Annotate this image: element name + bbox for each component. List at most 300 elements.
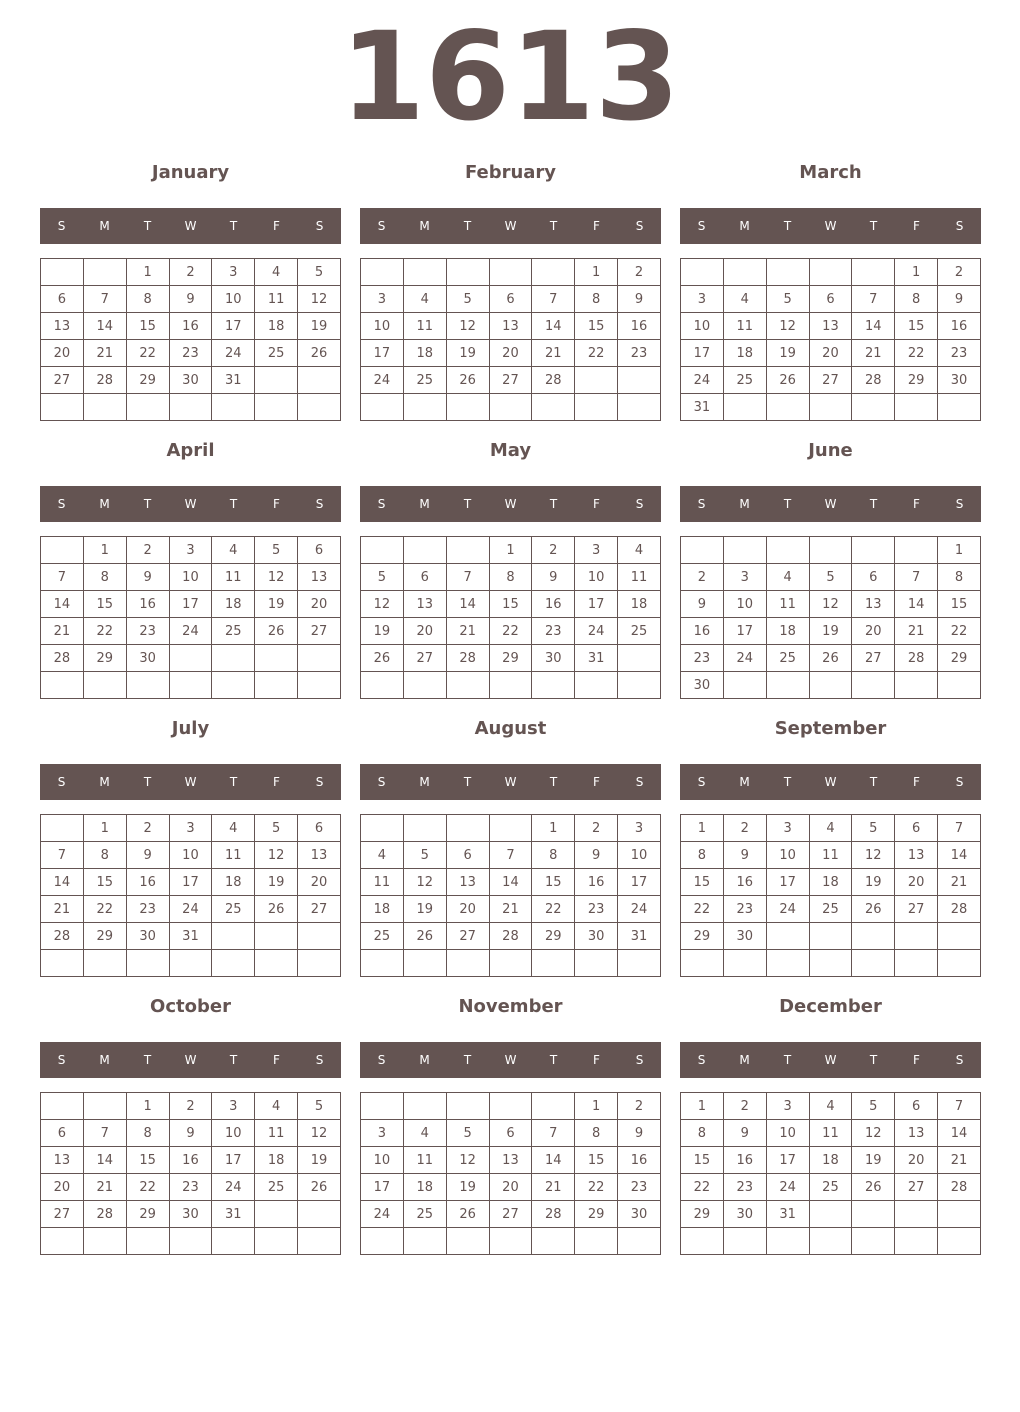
day-cell: 25 bbox=[403, 1201, 446, 1228]
day-cell: 14 bbox=[83, 1147, 126, 1174]
day-cell: 22 bbox=[126, 1174, 169, 1201]
day-cell bbox=[83, 1228, 126, 1255]
week-row bbox=[41, 537, 341, 564]
day-cell: 13 bbox=[852, 591, 895, 618]
day-cell bbox=[403, 672, 446, 699]
day-cell bbox=[255, 672, 298, 699]
day-cell: 24 bbox=[361, 1201, 404, 1228]
days-grid bbox=[40, 536, 341, 699]
day-cell: 17 bbox=[212, 313, 255, 340]
day-cell bbox=[83, 672, 126, 699]
day-cell: 21 bbox=[938, 869, 981, 896]
day-cell: 4 bbox=[255, 1093, 298, 1120]
day-cell: 3 bbox=[618, 815, 661, 842]
day-cell bbox=[403, 815, 446, 842]
day-cell: 11 bbox=[255, 286, 298, 313]
day-cell: 7 bbox=[852, 286, 895, 313]
day-cell: 29 bbox=[126, 1201, 169, 1228]
weekday-header bbox=[360, 1042, 661, 1078]
day-cell: 29 bbox=[895, 367, 938, 394]
weekday-label: S bbox=[377, 497, 386, 511]
day-cell: 23 bbox=[169, 1174, 212, 1201]
day-cell bbox=[532, 259, 575, 286]
day-cell: 3 bbox=[169, 815, 212, 842]
month-title: August bbox=[474, 718, 547, 739]
day-cell: 5 bbox=[852, 815, 895, 842]
weekday-label: S bbox=[697, 497, 706, 511]
week-row bbox=[41, 923, 341, 950]
day-cell: 2 bbox=[723, 1093, 766, 1120]
day-cell: 6 bbox=[41, 286, 84, 313]
day-cell: 10 bbox=[212, 1120, 255, 1147]
day-cell bbox=[126, 1228, 169, 1255]
day-cell: 22 bbox=[938, 618, 981, 645]
day-cell bbox=[575, 672, 618, 699]
weekday-label: T bbox=[229, 497, 238, 511]
day-cell: 14 bbox=[446, 591, 489, 618]
week-row bbox=[361, 1228, 661, 1255]
week-row bbox=[681, 564, 981, 591]
weekday-label: T bbox=[229, 1053, 238, 1067]
day-cell: 21 bbox=[83, 1174, 126, 1201]
day-cell: 9 bbox=[126, 842, 169, 869]
week-row bbox=[41, 896, 341, 923]
day-cell bbox=[212, 394, 255, 421]
weekday-label: W bbox=[504, 1053, 517, 1067]
day-cell bbox=[446, 537, 489, 564]
day-cell: 15 bbox=[895, 313, 938, 340]
week-row bbox=[681, 815, 981, 842]
day-cell: 12 bbox=[298, 286, 341, 313]
day-cell: 24 bbox=[681, 367, 724, 394]
day-cell: 4 bbox=[361, 842, 404, 869]
day-cell: 13 bbox=[298, 564, 341, 591]
day-cell: 16 bbox=[532, 591, 575, 618]
day-cell: 6 bbox=[895, 1093, 938, 1120]
day-cell: 27 bbox=[895, 1174, 938, 1201]
day-cell: 14 bbox=[41, 869, 84, 896]
day-cell: 16 bbox=[169, 1147, 212, 1174]
day-cell: 23 bbox=[126, 896, 169, 923]
day-cell: 4 bbox=[403, 286, 446, 313]
day-cell bbox=[361, 537, 404, 564]
week-row bbox=[41, 618, 341, 645]
weekday-label: W bbox=[184, 219, 197, 233]
day-cell: 19 bbox=[852, 1147, 895, 1174]
day-cell: 30 bbox=[169, 1201, 212, 1228]
days-grid bbox=[360, 536, 661, 699]
week-row bbox=[41, 1174, 341, 1201]
weekday-header bbox=[360, 486, 661, 522]
day-cell: 19 bbox=[255, 869, 298, 896]
weekday-label: T bbox=[463, 219, 472, 233]
day-cell: 9 bbox=[169, 1120, 212, 1147]
day-cell: 18 bbox=[255, 313, 298, 340]
day-cell: 11 bbox=[212, 564, 255, 591]
weekday-label: T bbox=[783, 497, 792, 511]
week-row bbox=[681, 672, 981, 699]
day-cell: 8 bbox=[575, 1120, 618, 1147]
day-cell bbox=[41, 1228, 84, 1255]
day-cell bbox=[938, 1228, 981, 1255]
day-cell: 8 bbox=[83, 842, 126, 869]
day-cell: 9 bbox=[938, 286, 981, 313]
day-cell: 1 bbox=[126, 1093, 169, 1120]
day-cell: 3 bbox=[169, 537, 212, 564]
weekday-label: T bbox=[869, 219, 878, 233]
day-cell: 25 bbox=[723, 367, 766, 394]
day-cell: 3 bbox=[361, 286, 404, 313]
weekday-label: S bbox=[955, 497, 964, 511]
day-cell: 10 bbox=[169, 564, 212, 591]
day-cell: 10 bbox=[681, 313, 724, 340]
week-row bbox=[41, 672, 341, 699]
day-cell: 25 bbox=[212, 618, 255, 645]
day-cell bbox=[169, 1228, 212, 1255]
day-cell bbox=[852, 1201, 895, 1228]
day-cell: 20 bbox=[852, 618, 895, 645]
day-cell bbox=[766, 537, 809, 564]
day-cell bbox=[41, 672, 84, 699]
week-row bbox=[361, 842, 661, 869]
day-cell: 26 bbox=[809, 645, 852, 672]
day-cell: 21 bbox=[532, 1174, 575, 1201]
weekday-label: S bbox=[57, 775, 66, 789]
day-cell: 12 bbox=[766, 313, 809, 340]
day-cell: 25 bbox=[361, 923, 404, 950]
day-cell: 9 bbox=[618, 1120, 661, 1147]
day-cell: 7 bbox=[938, 815, 981, 842]
day-cell: 7 bbox=[532, 1120, 575, 1147]
weekday-header bbox=[40, 764, 341, 800]
day-cell: 6 bbox=[298, 537, 341, 564]
day-cell: 24 bbox=[766, 896, 809, 923]
day-cell: 6 bbox=[298, 815, 341, 842]
week-row bbox=[681, 259, 981, 286]
day-cell: 12 bbox=[852, 842, 895, 869]
day-cell bbox=[618, 672, 661, 699]
day-cell: 20 bbox=[298, 591, 341, 618]
day-cell: 17 bbox=[681, 340, 724, 367]
day-cell: 25 bbox=[255, 1174, 298, 1201]
weekday-label: S bbox=[57, 497, 66, 511]
day-cell bbox=[126, 394, 169, 421]
weekday-label: M bbox=[739, 775, 750, 789]
week-row bbox=[361, 591, 661, 618]
weekday-label: S bbox=[377, 775, 386, 789]
day-cell: 25 bbox=[618, 618, 661, 645]
day-cell: 31 bbox=[169, 923, 212, 950]
day-cell: 21 bbox=[489, 896, 532, 923]
weekday-label: W bbox=[824, 1053, 837, 1067]
month-title: March bbox=[799, 162, 862, 183]
day-cell: 7 bbox=[895, 564, 938, 591]
week-row bbox=[361, 1120, 661, 1147]
month-title: April bbox=[166, 440, 215, 461]
day-cell bbox=[938, 923, 981, 950]
day-cell: 15 bbox=[681, 1147, 724, 1174]
day-cell: 1 bbox=[83, 815, 126, 842]
week-row bbox=[41, 313, 341, 340]
month-title: January bbox=[151, 162, 230, 183]
day-cell bbox=[41, 1093, 84, 1120]
day-cell bbox=[169, 672, 212, 699]
weekday-label: W bbox=[824, 219, 837, 233]
week-row bbox=[41, 591, 341, 618]
weekday-header bbox=[680, 764, 981, 800]
week-row bbox=[681, 1174, 981, 1201]
weekday-label: F bbox=[273, 775, 280, 789]
day-cell bbox=[403, 259, 446, 286]
day-cell: 14 bbox=[489, 869, 532, 896]
day-cell: 21 bbox=[532, 340, 575, 367]
day-cell: 7 bbox=[41, 842, 84, 869]
day-cell: 4 bbox=[618, 537, 661, 564]
day-cell: 11 bbox=[618, 564, 661, 591]
day-cell: 16 bbox=[575, 869, 618, 896]
month-title: November bbox=[458, 996, 563, 1017]
day-cell: 16 bbox=[618, 1147, 661, 1174]
day-cell bbox=[618, 367, 661, 394]
day-cell bbox=[255, 1228, 298, 1255]
day-cell bbox=[852, 950, 895, 977]
day-cell: 16 bbox=[618, 313, 661, 340]
day-cell: 18 bbox=[618, 591, 661, 618]
weekday-label: M bbox=[419, 219, 430, 233]
week-row bbox=[681, 1228, 981, 1255]
day-cell: 4 bbox=[809, 815, 852, 842]
day-cell bbox=[403, 1093, 446, 1120]
weekday-label: F bbox=[273, 1053, 280, 1067]
weekday-label: W bbox=[824, 775, 837, 789]
weekday-label: S bbox=[377, 219, 386, 233]
week-row bbox=[41, 394, 341, 421]
day-cell: 4 bbox=[212, 537, 255, 564]
day-cell bbox=[169, 394, 212, 421]
day-cell bbox=[575, 367, 618, 394]
day-cell: 2 bbox=[938, 259, 981, 286]
weekday-label: S bbox=[377, 1053, 386, 1067]
day-cell: 8 bbox=[532, 842, 575, 869]
weekday-label: F bbox=[273, 219, 280, 233]
week-row bbox=[681, 394, 981, 421]
weekday-label: W bbox=[504, 219, 517, 233]
day-cell: 6 bbox=[489, 1120, 532, 1147]
day-cell: 27 bbox=[852, 645, 895, 672]
week-row bbox=[361, 815, 661, 842]
day-cell bbox=[489, 1228, 532, 1255]
weekday-label: S bbox=[955, 775, 964, 789]
day-cell: 1 bbox=[126, 259, 169, 286]
day-cell bbox=[446, 1228, 489, 1255]
day-cell: 2 bbox=[126, 537, 169, 564]
day-cell bbox=[361, 950, 404, 977]
day-cell: 1 bbox=[575, 259, 618, 286]
day-cell: 6 bbox=[809, 286, 852, 313]
weekday-label: S bbox=[635, 219, 644, 233]
day-cell bbox=[852, 1228, 895, 1255]
day-cell: 8 bbox=[681, 842, 724, 869]
day-cell: 18 bbox=[212, 591, 255, 618]
day-cell: 11 bbox=[403, 313, 446, 340]
day-cell: 11 bbox=[766, 591, 809, 618]
day-cell: 8 bbox=[126, 286, 169, 313]
day-cell: 20 bbox=[446, 896, 489, 923]
weekday-label: W bbox=[184, 497, 197, 511]
weekday-label: W bbox=[504, 497, 517, 511]
day-cell bbox=[489, 950, 532, 977]
day-cell: 1 bbox=[532, 815, 575, 842]
day-cell: 17 bbox=[766, 869, 809, 896]
day-cell bbox=[532, 672, 575, 699]
week-row bbox=[41, 1201, 341, 1228]
day-cell bbox=[852, 672, 895, 699]
day-cell bbox=[212, 1228, 255, 1255]
day-cell: 22 bbox=[895, 340, 938, 367]
weekday-label: M bbox=[419, 1053, 430, 1067]
day-cell: 20 bbox=[809, 340, 852, 367]
day-cell: 9 bbox=[618, 286, 661, 313]
weekday-label: F bbox=[913, 219, 920, 233]
day-cell bbox=[41, 950, 84, 977]
weekday-label: T bbox=[869, 1053, 878, 1067]
day-cell: 15 bbox=[681, 869, 724, 896]
day-cell: 11 bbox=[809, 842, 852, 869]
day-cell: 24 bbox=[212, 1174, 255, 1201]
weekday-label: T bbox=[549, 775, 558, 789]
day-cell: 23 bbox=[618, 340, 661, 367]
day-cell: 31 bbox=[618, 923, 661, 950]
day-cell bbox=[809, 259, 852, 286]
weekday-label: F bbox=[593, 497, 600, 511]
day-cell bbox=[852, 259, 895, 286]
day-cell: 24 bbox=[169, 618, 212, 645]
day-cell: 26 bbox=[298, 340, 341, 367]
weekday-header bbox=[360, 208, 661, 244]
day-cell: 28 bbox=[852, 367, 895, 394]
day-cell bbox=[255, 1201, 298, 1228]
day-cell: 20 bbox=[41, 1174, 84, 1201]
week-row bbox=[361, 618, 661, 645]
day-cell: 15 bbox=[575, 313, 618, 340]
day-cell bbox=[852, 394, 895, 421]
day-cell: 28 bbox=[895, 645, 938, 672]
day-cell bbox=[169, 645, 212, 672]
week-row bbox=[41, 259, 341, 286]
day-cell: 2 bbox=[532, 537, 575, 564]
day-cell: 28 bbox=[83, 367, 126, 394]
day-cell: 27 bbox=[809, 367, 852, 394]
week-row bbox=[41, 286, 341, 313]
day-cell bbox=[895, 672, 938, 699]
month-title: July bbox=[171, 718, 210, 739]
week-row bbox=[361, 1201, 661, 1228]
week-row bbox=[361, 950, 661, 977]
week-row bbox=[41, 340, 341, 367]
day-cell bbox=[489, 815, 532, 842]
day-cell: 18 bbox=[361, 896, 404, 923]
week-row bbox=[41, 564, 341, 591]
day-cell: 13 bbox=[403, 591, 446, 618]
day-cell: 16 bbox=[169, 313, 212, 340]
weekday-label: T bbox=[463, 497, 472, 511]
weekday-label: T bbox=[783, 219, 792, 233]
day-cell: 12 bbox=[446, 313, 489, 340]
day-cell: 8 bbox=[938, 564, 981, 591]
days-grid bbox=[40, 814, 341, 977]
week-row bbox=[681, 923, 981, 950]
day-cell: 15 bbox=[83, 591, 126, 618]
day-cell: 21 bbox=[83, 340, 126, 367]
day-cell: 26 bbox=[446, 1201, 489, 1228]
day-cell: 7 bbox=[489, 842, 532, 869]
day-cell: 21 bbox=[41, 896, 84, 923]
day-cell: 28 bbox=[938, 896, 981, 923]
day-cell: 26 bbox=[298, 1174, 341, 1201]
day-cell: 14 bbox=[41, 591, 84, 618]
day-cell: 2 bbox=[681, 564, 724, 591]
days-grid bbox=[680, 258, 981, 421]
day-cell bbox=[618, 950, 661, 977]
day-cell bbox=[575, 394, 618, 421]
day-cell: 10 bbox=[723, 591, 766, 618]
day-cell: 15 bbox=[83, 869, 126, 896]
week-row bbox=[361, 896, 661, 923]
day-cell: 9 bbox=[723, 842, 766, 869]
day-cell bbox=[403, 537, 446, 564]
day-cell: 23 bbox=[532, 618, 575, 645]
day-cell: 9 bbox=[575, 842, 618, 869]
day-cell: 16 bbox=[938, 313, 981, 340]
day-cell: 27 bbox=[298, 896, 341, 923]
day-cell: 10 bbox=[766, 1120, 809, 1147]
weekday-label: S bbox=[57, 219, 66, 233]
day-cell: 27 bbox=[489, 367, 532, 394]
day-cell bbox=[938, 394, 981, 421]
day-cell: 23 bbox=[169, 340, 212, 367]
day-cell bbox=[895, 923, 938, 950]
month-april bbox=[40, 436, 341, 699]
day-cell: 11 bbox=[809, 1120, 852, 1147]
day-cell: 6 bbox=[446, 842, 489, 869]
day-cell: 6 bbox=[852, 564, 895, 591]
day-cell bbox=[83, 1093, 126, 1120]
day-cell bbox=[723, 259, 766, 286]
day-cell: 23 bbox=[681, 645, 724, 672]
day-cell: 25 bbox=[766, 645, 809, 672]
day-cell: 12 bbox=[809, 591, 852, 618]
week-row bbox=[361, 286, 661, 313]
day-cell: 19 bbox=[446, 340, 489, 367]
day-cell: 13 bbox=[489, 313, 532, 340]
weekday-label: T bbox=[783, 775, 792, 789]
day-cell: 26 bbox=[361, 645, 404, 672]
day-cell: 19 bbox=[446, 1174, 489, 1201]
week-row bbox=[681, 950, 981, 977]
day-cell: 1 bbox=[575, 1093, 618, 1120]
week-row bbox=[41, 1120, 341, 1147]
day-cell: 25 bbox=[809, 896, 852, 923]
day-cell: 28 bbox=[532, 1201, 575, 1228]
day-cell: 16 bbox=[126, 869, 169, 896]
week-row bbox=[361, 1174, 661, 1201]
day-cell: 24 bbox=[575, 618, 618, 645]
weekday-label: S bbox=[955, 1053, 964, 1067]
day-cell: 18 bbox=[403, 1174, 446, 1201]
day-cell: 20 bbox=[298, 869, 341, 896]
weekday-label: T bbox=[869, 497, 878, 511]
day-cell: 4 bbox=[766, 564, 809, 591]
